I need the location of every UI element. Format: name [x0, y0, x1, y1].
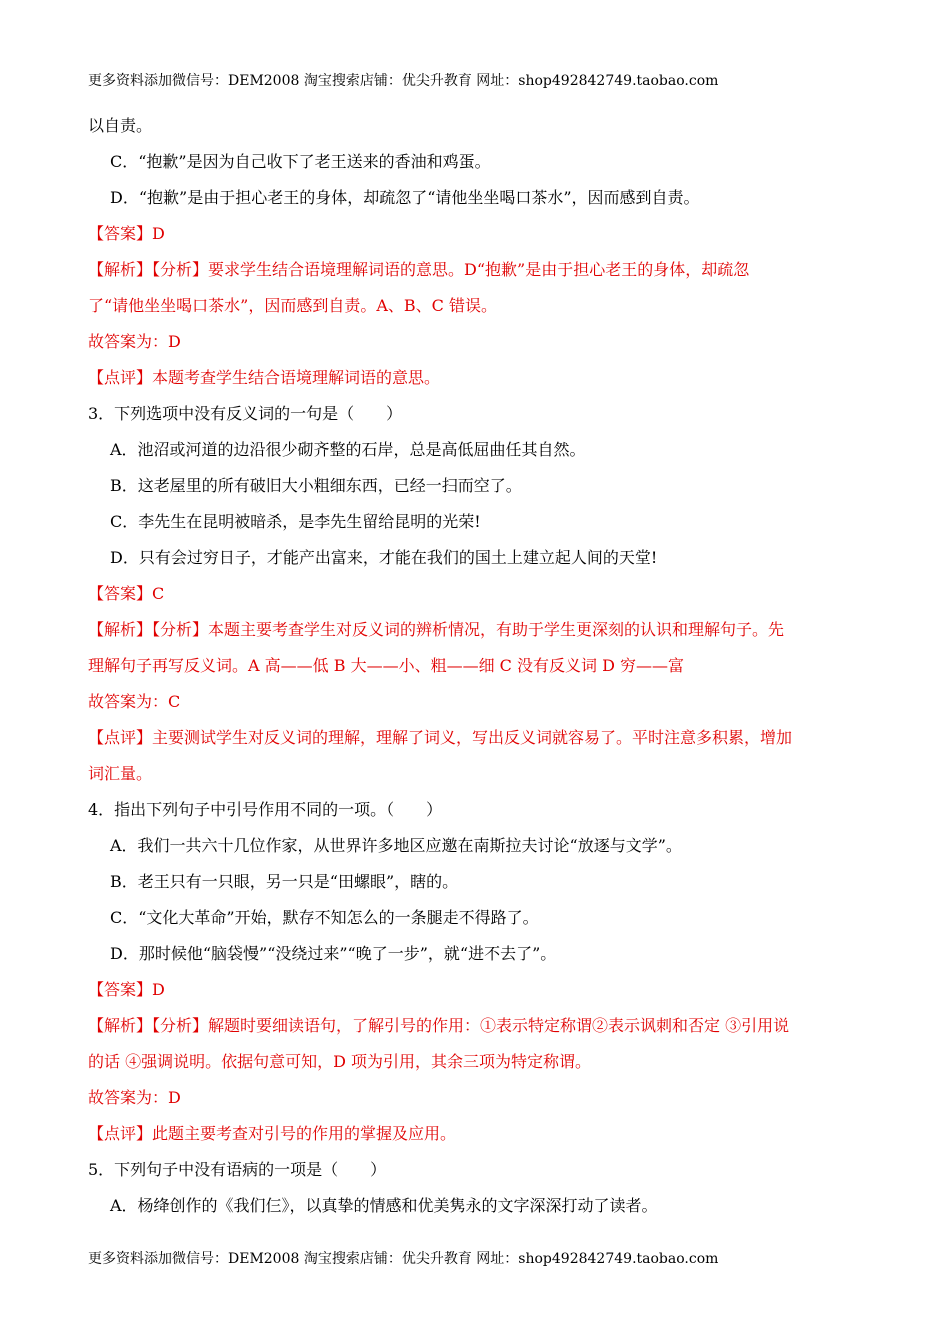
q3-option-b: B．这老屋里的所有破旧大小粗细东西，已经一扫而空了。: [110, 476, 522, 495]
q2-final-answer: 故答案为：D: [88, 332, 181, 351]
q4-option-a: A．我们一共六十几位作家，从世界许多地区应邀在南斯拉夫讨论“放逐与文学”。: [110, 836, 682, 855]
q4-final-answer: 故答案为：D: [88, 1088, 181, 1107]
q2-analysis-line-2: 了“请他坐坐喝口茶水”，因而感到自责。A、B、C 错误。: [88, 296, 498, 315]
q3-option-a: A．池沼或河道的边沿很少砌齐整的石岸，总是高低屈曲任其自然。: [110, 440, 586, 459]
q3-option-c: C．李先生在昆明被暗杀，是李先生留给昆明的光荣!: [110, 512, 481, 531]
q3-option-d: D．只有会过穷日子，才能产出富来，才能在我们的国土上建立起人间的天堂!: [110, 548, 658, 567]
q4-option-c: C．“文化大革命”开始，默存不知怎么的一条腿走不得路了。: [110, 908, 539, 927]
q3-stem: 3．下列选项中没有反义词的一句是（ ）: [88, 404, 403, 423]
q3-analysis-line-2: 理解句子再写反义词。A 高——低 B 大——小、粗——细 C 没有反义词 D 穷——富: [88, 656, 684, 675]
q3-comment-line-1: 【点评】主要测试学生对反义词的理解，理解了词义，写出反义词就容易了。平时注意多积累，增加: [88, 728, 793, 747]
q2-option-d: D．“抱歉”是由于担心老王的身体，却疏忽了“请他坐坐喝口茶水”，因而感到自责。: [110, 188, 700, 207]
document-body: [88, 114, 868, 1230]
q4-analysis-line-1: 【解析】【分析】解题时要细读语句，了解引号的作用：①表示特定称谓②表示讽刺和否定 ③引用说: [88, 1016, 790, 1035]
q3-comment-line-2: 词汇量。: [88, 764, 153, 783]
q3-final-answer: 故答案为：C: [88, 692, 181, 711]
q4-option-b: B．老王只有一只眼，另一只是“田螺眼”，瞎的。: [110, 872, 459, 891]
q4-option-d: D．那时候他“脑袋慢”“没绕过来”“晚了一步”，就“进不去了”。: [110, 944, 557, 963]
q4-stem: 4．指出下列句子中引号作用不同的一项。（ ）: [88, 800, 443, 819]
page-footer: 更多资料添加微信号：DEM2008 淘宝搜索店铺：优尖升教育 网址：shop492842749.taobao.com: [88, 1251, 719, 1267]
q4-answer: 【答案】D: [88, 980, 165, 999]
q5-stem: 5．下列句子中没有语病的一项是（ ）: [88, 1160, 387, 1179]
q2-comment: 【点评】本题考查学生结合语境理解词语的意思。: [88, 368, 441, 387]
q4-analysis-line-2: 的话 ④强调说明。依据句意可知，D 项为引用，其余三项为特定称谓。: [88, 1052, 592, 1071]
q5-option-a: A．杨绛创作的《我们仨》，以真挚的情感和优美隽永的文字深深打动了读者。: [110, 1196, 658, 1215]
q2-continuation: 以自责。: [88, 116, 153, 135]
q3-analysis-line-1: 【解析】【分析】本题主要考查学生对反义词的辨析情况，有助于学生更深刻的认识和理解句子。先: [88, 620, 785, 639]
q2-option-c: C．“抱歉”是因为自己收下了老王送来的香油和鸡蛋。: [110, 152, 491, 171]
page-header: 更多资料添加微信号：DEM2008 淘宝搜索店铺：优尖升教育 网址：shop492842749.taobao.com: [88, 73, 719, 89]
q4-comment: 【点评】此题主要考查对引号的作用的掌握及应用。: [88, 1124, 457, 1143]
q3-answer: 【答案】C: [88, 584, 165, 603]
q2-analysis-line-1: 【解析】【分析】要求学生结合语境理解词语的意思。D“抱歉”是由于担心老王的身体，却疏忽: [88, 260, 750, 279]
q2-answer: 【答案】D: [88, 224, 165, 243]
